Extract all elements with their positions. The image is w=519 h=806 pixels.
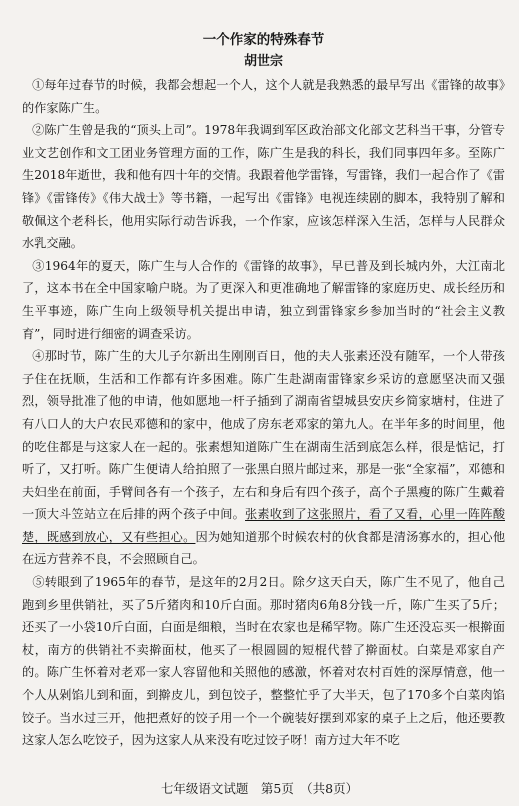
paragraph-text: ④那时节，陈广生的大儿子尔新出生刚刚百日，他的夫人张素还没有随军，一个人带孩子住在抚顺，生活和工作都有许多困难。陈广生赴湖南雷锋家乡采访的意愿坚决而又强烈，领导批准了他的申请，他如愿地一杆子插到了湖南省望城县安庆乡简家塘村，住进了有八口人的大户农民邓德和的家中，他成了房东老邓家的第九人。在半年多的时间里，他的吃住都是与这家人在一起的。张素想知道陈广生在湖南生活到底怎么样，很是惦记，打听了，又打听。陈广生便请人给拍照了一张黑白照片邮过来，那是一张“全家福”，邓德和夫妇坐在前面，手臂间各有一个孩子，左右和身后有四个孩子，高个子黑瘦的陈广生戴着一顶大斗笠站立在后排的两个孩子中间。 xyxy=(22,349,505,522)
underlined-sentence: 张素收到了这张照片，看了又看，心里一阵阵酸楚，既感到放心，又有些担心。 xyxy=(22,507,506,544)
paragraph-text: ②陈广生曾是我的“顶头上司”。1978年我调到军区政治部文化部文艺科当干事，分管专业文艺创作和文工团业务管理方面的工作，陈广生是我的科长，我们同事四年多。至陈广生2018年逝世，我和他有四十年的交情。我跟着他学雷锋，写雷锋，我们一起合作了《雷锋》《雷锋传》《伟大战士》等书籍，一起写出《雷锋》电视连续剧的脚本，我特别了解和敬佩这个老科长，他用实际行动告诉我，一个作家，应该怎样深入生活，怎样与人民群众水乳交融。 xyxy=(22,123,505,251)
article-author: 胡世宗 xyxy=(243,54,283,69)
paragraph-text: 因为她知道那个时候农村的伙食都是清汤寡水的，担心他在远方营养不良，不会照顾自己。 xyxy=(22,529,506,567)
page-footer: 七年级语文试题 第5页 （共8页） xyxy=(160,781,359,796)
article-title: 一个作家的特殊春节 xyxy=(202,32,325,48)
paragraph-5 xyxy=(22,571,505,752)
paragraph-4 xyxy=(22,345,505,571)
paragraph-3 xyxy=(22,255,505,345)
article-body xyxy=(22,74,505,752)
paragraph-text: ③1964年的夏天，陈广生与人合作的《雷锋的故事》，早已普及到长城内外，大江南北了，这本书在全中国家喻户晓。为了更深入和更准确地了解雷锋的家庭历史、成长经历和生平事迹，陈广生向上级领导机关提出申请，独立到雷锋家乡参加当时的“社会主义教育”，同时进行细密的调查采访。 xyxy=(22,258,505,341)
paragraph-text: ⑤转眼到了1965年的春节，是这年的2月2日。除夕这天白天，陈广生不见了，他自己跑到乡里供销社，买了5斤猪肉和10斤白面。那时猪肉6角8分钱一斤，陈广生买了5斤；还买了一小袋10斤白面，白面是细粮，当时在农家也是稀罕物。陈广生还没忘买一根擀面杖，南方的供销社不卖擀面杖，他买了一根圆圆的短棍代替了擀面杖。白菜是邓家自产的。陈广生怀着对老邓一家人容留他和关照他的感激，怀着对农村百姓的深厚情意，他一个人从剁馅儿到和面，到擀皮儿，到包饺子，整整忙乎了大半天，包了170多个白菜肉馅饺子。当水过三开，他把煮好的饺子用一个一个碗装好摆到邓家的桌子上之后，他还要教这家人怎么吃饺子，因为这家人从来没有吃过饺子呀！南方过大年不吃 xyxy=(22,575,505,748)
paragraph-1 xyxy=(22,74,505,119)
paragraph-2 xyxy=(22,119,505,255)
paragraph-text: ①每年过春节的时候，我都会想起一个人，这个人就是我熟悉的最早写出《雷锋的故事》的作家陈广生。 xyxy=(22,78,505,115)
